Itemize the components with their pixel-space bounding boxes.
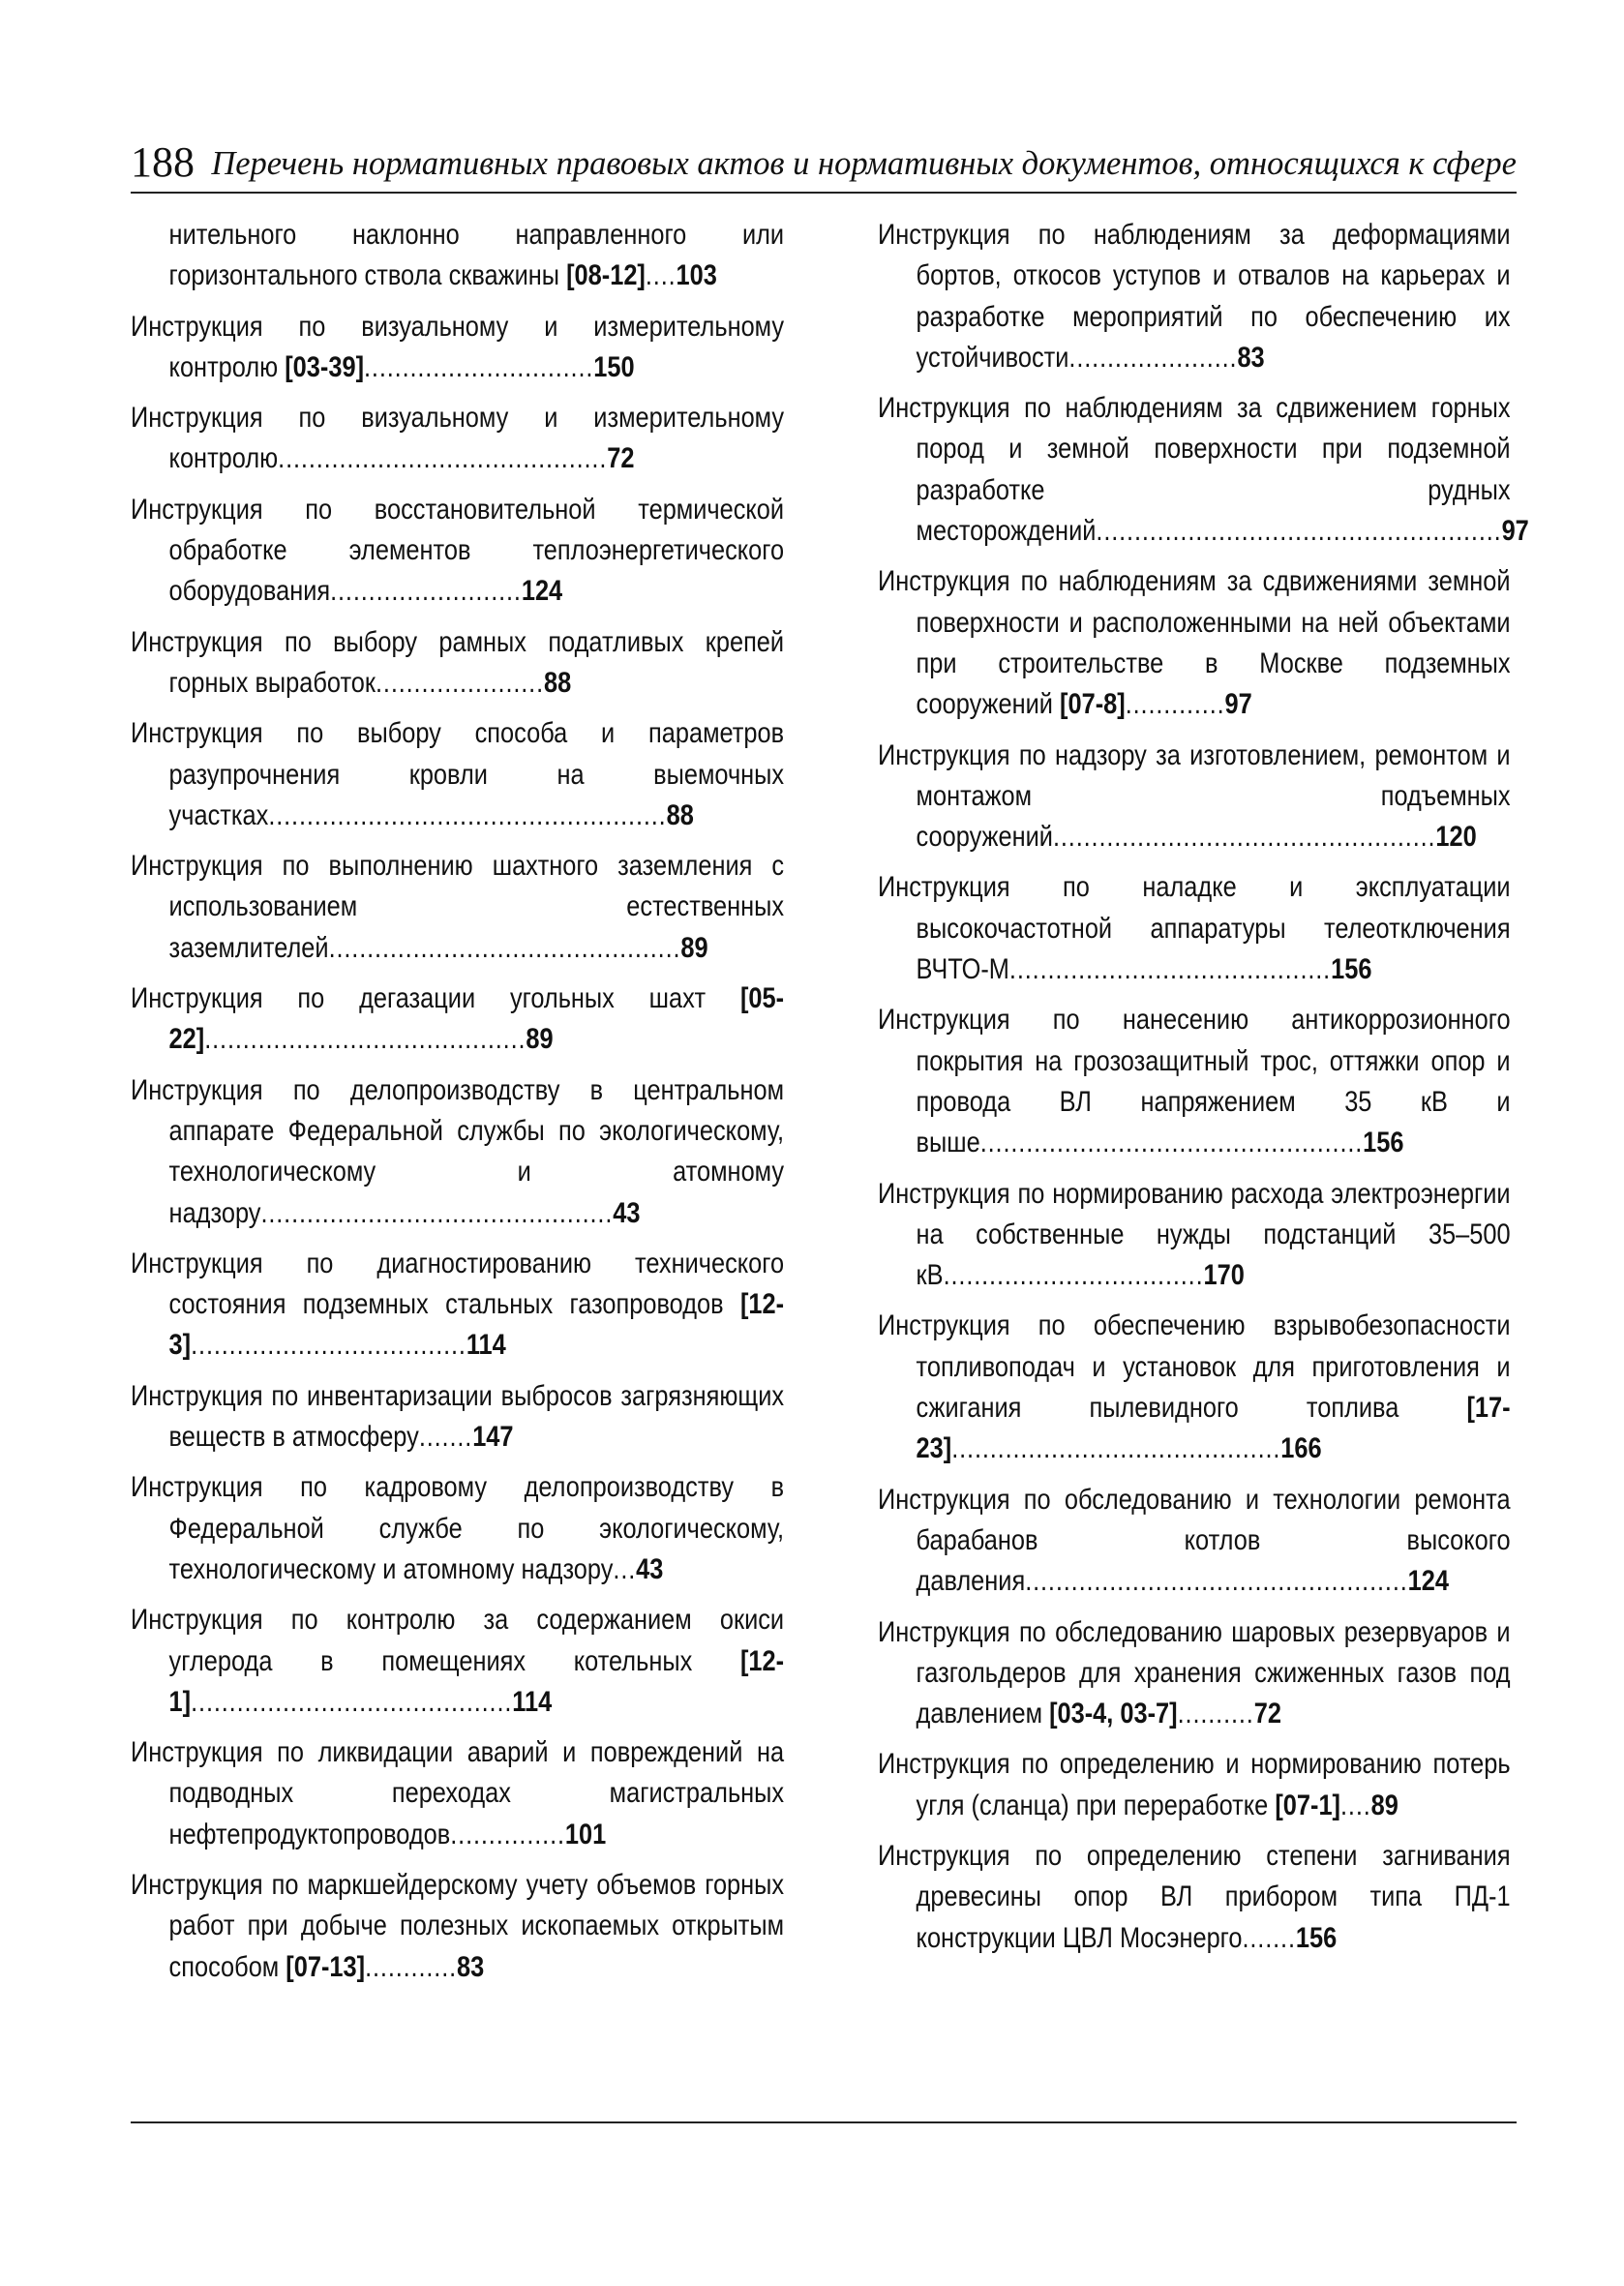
entry-text: Инструкция по визуальному и измерительному контролю [131, 402, 785, 475]
page-reference: 156 [1363, 1127, 1404, 1159]
document-code: [03-39] [285, 350, 365, 383]
page-reference: 101 [564, 1818, 607, 1850]
entry-text: нительного наклонно направленного или горизонтального ствола скважины [168, 219, 785, 292]
entry-text: Инструкция по надзору за изготовлением, ремонтом и монтажом подъемных сооружений [878, 738, 1511, 854]
entry-text: Инструкция по инвентаризации выбросов загрязняющих веществ в атмосферу [131, 1379, 785, 1454]
page-reference: 97 [1224, 688, 1252, 721]
page-number: 188 [131, 138, 195, 186]
index-entry [131, 1600, 784, 1723]
index-column-left [131, 215, 784, 1998]
index-entry [878, 1612, 1511, 1735]
document-code: [07-1] [1275, 1789, 1341, 1821]
page-reference: 89 [680, 931, 708, 964]
page-reference: 43 [636, 1552, 664, 1585]
page-reference: 43 [613, 1196, 641, 1229]
page-reference: 72 [607, 442, 635, 475]
leader-dots: .............................................. [260, 1196, 614, 1229]
leader-dots: ...................... [1068, 341, 1238, 374]
page-reference: 156 [1295, 1921, 1338, 1954]
document-code: [17-23] [916, 1392, 1511, 1465]
page-reference: 170 [1203, 1259, 1245, 1292]
leader-dots: .................................. [943, 1259, 1204, 1292]
document-code: [12-1] [168, 1644, 785, 1718]
document-code: [03-4, 03-7] [1049, 1698, 1178, 1730]
index-entry [131, 1732, 784, 1855]
leader-dots: ...................... [376, 666, 545, 699]
leader-dots: .................................................. [1052, 821, 1436, 854]
leader-dots: ........................................... [278, 442, 608, 475]
page-reference: 83 [1237, 341, 1265, 374]
page-reference: 120 [1435, 821, 1477, 854]
page-reference: 97 [1501, 515, 1529, 548]
entry-text: Инструкция по дегазации угольных шахт [131, 982, 740, 1015]
leader-dots: ............... [450, 1818, 565, 1850]
leader-dots: .................................................. [1025, 1565, 1408, 1598]
page-reference: 72 [1253, 1698, 1281, 1730]
leader-dots: ....... [1242, 1921, 1296, 1954]
entry-text: Инструкция по восстановительной термической обработке элементов теплоэнергетического оборудования [131, 493, 785, 608]
entry-text: Инструкция по ликвидации аварий и повреждений на подводных переходах магистральных нефтепродуктопроводов [131, 1736, 785, 1850]
index-entry [878, 1174, 1511, 1297]
index-entry [878, 388, 1529, 552]
leader-dots: ........................................... [951, 1432, 1281, 1465]
index-entry [131, 398, 784, 480]
document-code: [07-13] [286, 1950, 366, 1983]
page-reference: 124 [1407, 1565, 1449, 1598]
leader-dots: ..................................................... [1096, 515, 1502, 548]
page-reference: 156 [1331, 953, 1372, 986]
entry-text: Инструкция по делопроизводству в центральном аппарате Федеральной службы по экологическому, технологическому и атомному надзору [131, 1073, 785, 1229]
index-entry [131, 713, 784, 836]
index-entry [878, 1306, 1511, 1469]
leader-dots: .......................................... [1008, 953, 1332, 986]
index-entry [878, 215, 1511, 378]
leader-dots: .................................................. [979, 1127, 1364, 1159]
running-title: Перечень нормативных правовых актов и нормативных документов, относящихся к сфере [211, 145, 1517, 182]
leader-dots: .......... [1177, 1698, 1254, 1730]
index-entry [878, 736, 1511, 858]
index-entry [131, 1865, 784, 1988]
entry-text: Инструкция по диагностированию технического состояния подземных стальных газопроводов [131, 1247, 785, 1321]
document-code: [07-8] [1060, 688, 1126, 721]
entry-text: Инструкция по выбору рамных податливых крепей горных выработок [131, 625, 785, 699]
index-entry [131, 622, 784, 705]
page-reference: 147 [472, 1421, 514, 1454]
leader-dots: .............................. [364, 350, 594, 383]
page-reference: 114 [512, 1685, 553, 1718]
index-entry [131, 1070, 784, 1234]
page-header [131, 135, 1517, 190]
index-entry [131, 1467, 784, 1590]
index-entry [878, 867, 1511, 990]
index-entry [131, 846, 784, 969]
index-entry [878, 1000, 1511, 1163]
document-code: [08-12] [566, 259, 646, 292]
document-code: [05-22] [168, 982, 785, 1056]
document-code: [12-3] [168, 1288, 785, 1362]
entry-text: Инструкция по нормированию расхода электроэнергии на собственные нужды подстанций 35–500 кВ [878, 1177, 1511, 1292]
entry-text: Инструкция по контролю за содержанием окиси углерода в помещениях котельных [131, 1604, 785, 1677]
leader-dots: .......................................... [204, 1023, 526, 1056]
index-entry [131, 215, 784, 297]
leader-dots: ............ [365, 1950, 458, 1983]
entry-text: Инструкция по определению степени загнивания древесины опор ВЛ прибором типа ПД-1 конструкции ЦВЛ Мосэнерго [878, 1839, 1511, 1954]
page-reference: 166 [1280, 1432, 1322, 1465]
index-entry [878, 1836, 1511, 1959]
page-reference: 89 [1370, 1789, 1398, 1821]
entry-text: Инструкция по определению и нормированию потерь угля (сланца) при переработке [878, 1748, 1511, 1821]
page-reference: 124 [521, 575, 563, 608]
index-entry [878, 1480, 1511, 1603]
entry-text: Инструкция по визуальному и измерительному контролю [131, 310, 785, 383]
leader-dots: .............................................. [328, 931, 681, 964]
index-column-right [878, 215, 1529, 1969]
leader-dots: .................................................... [268, 798, 667, 831]
page-reference: 83 [457, 1950, 485, 1983]
page-reference: 150 [593, 350, 635, 383]
leader-dots: .......................................... [191, 1685, 513, 1718]
leader-dots: .... [1340, 1789, 1371, 1821]
entry-text: Инструкция по наблюдениям за деформациями бортов, откосов уступов и отвалов на карьерах и разработке мероприятий по обеспечению их устойчивости [878, 219, 1511, 374]
entry-text: Инструкция по выбору способа и параметров разупрочнения кровли на выемочных участках [131, 717, 785, 831]
index-entry [131, 978, 784, 1061]
page-reference: 103 [676, 259, 717, 292]
entry-text: Инструкция по нанесению антикоррозионного покрытия на грозозащитный трос, оттяжки опор и провода ВЛ напряжением 35 кВ и выше [878, 1004, 1511, 1159]
leader-dots: ... [613, 1552, 637, 1585]
index-entry [878, 561, 1511, 725]
leader-dots: ......................... [330, 575, 522, 608]
page-reference: 88 [544, 666, 572, 699]
leader-dots: ............. [1125, 688, 1225, 721]
header-rule [131, 192, 1517, 194]
entry-text: Инструкция по наблюдениям за сдвижением горных пород и земной поверхности при подземной разработке рудных месторождений [878, 392, 1511, 548]
index-entry [131, 1376, 784, 1459]
index-entry [878, 1744, 1511, 1826]
page-reference: 88 [666, 798, 694, 831]
leader-dots: ....... [418, 1421, 473, 1454]
entry-text: Инструкция по наладке и эксплуатации высокочастотной аппаратуры телеотключения ВЧТО-М [878, 871, 1511, 986]
entry-text: Инструкция по обследованию шаровых резервуаров и газгольдеров для хранения сжиженных газов под давлением [878, 1615, 1511, 1730]
entry-text: Инструкция по кадровому делопроизводству в Федеральной службе по экологическому, технологическому и атомному надзору [131, 1471, 785, 1585]
page-reference: 89 [526, 1023, 554, 1056]
index-entry [131, 1244, 784, 1367]
entry-text: Инструкция по выполнению шахтного заземления с использованием естественных заземлителей [131, 850, 785, 964]
entry-text: Инструкция по обследованию и технологии ремонта барабанов котлов высокого давления [878, 1483, 1511, 1598]
entry-text: Инструкция по маркшейдерскому учету объемов горных работ при добыче полезных ископаемых открытым способом [131, 1868, 785, 1983]
index-entry [131, 490, 784, 613]
footer-rule [131, 2121, 1517, 2123]
page-reference: 114 [466, 1329, 506, 1362]
leader-dots: .... [645, 259, 677, 292]
leader-dots: .................................... [191, 1329, 466, 1362]
entry-text: Инструкция по обеспечению взрывобезопасности топливоподач и установок для приготовления и сжигания пылевидного топлива [878, 1309, 1511, 1425]
entry-text: Инструкция по наблюдениям за сдвижениями земной поверхности и расположенными на ней объектами при строительстве в Москве подземных сооружений [878, 565, 1511, 721]
index-entry [131, 307, 784, 389]
